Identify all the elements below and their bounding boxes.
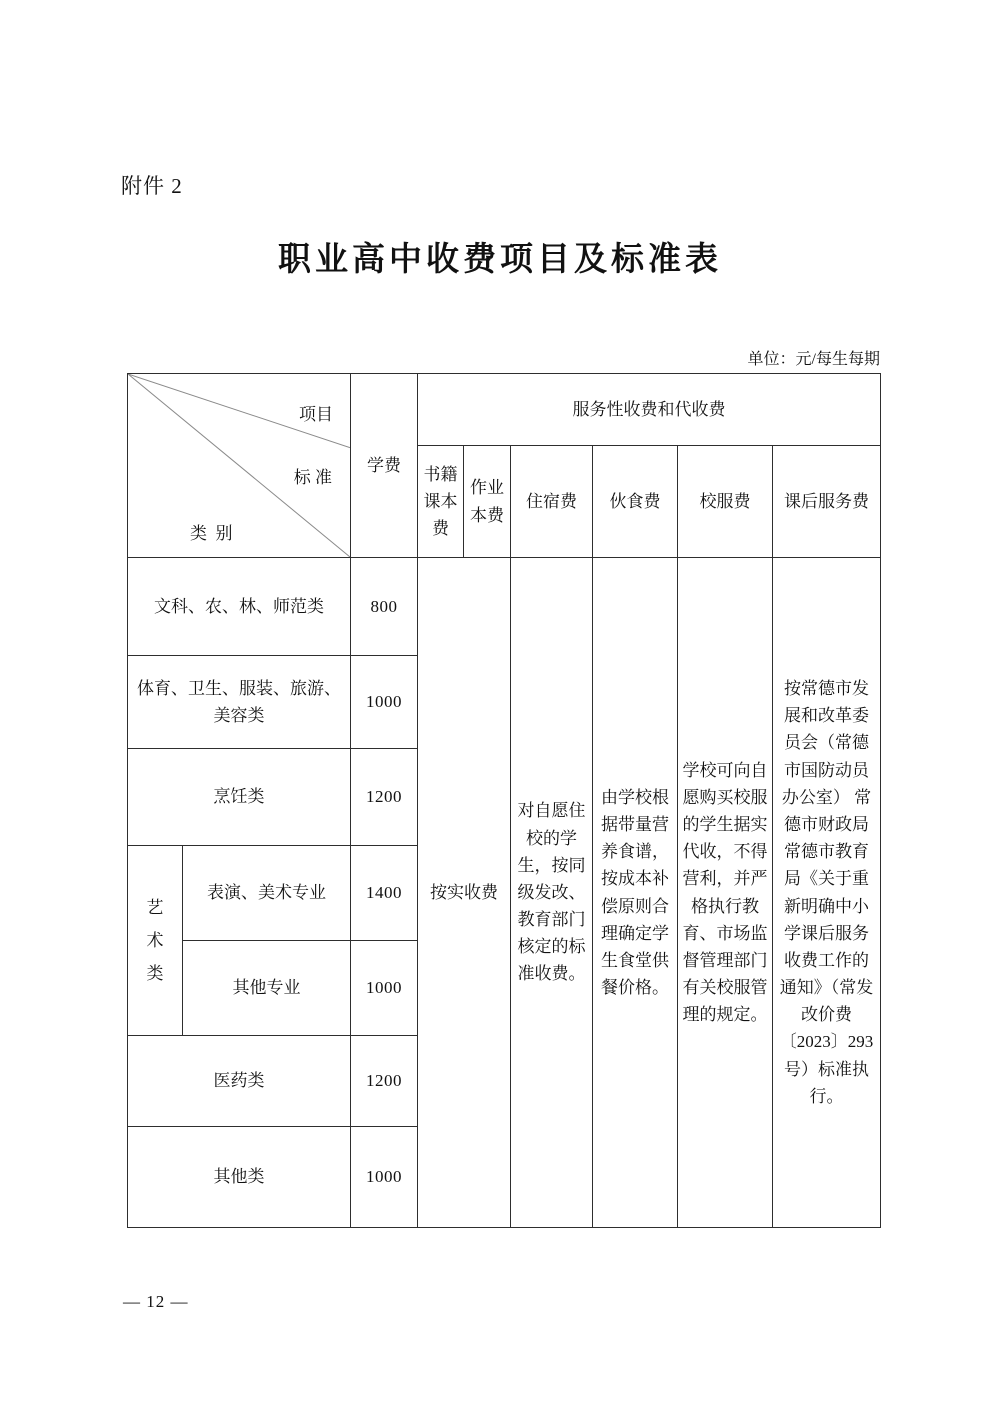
table-row (128, 558, 881, 656)
column-header-meal-fee: 伙食费 (593, 446, 678, 558)
books-workbooks-note: 按实收费 (418, 558, 511, 1228)
column-header-textbook-fee: 书籍课本费 (418, 446, 464, 558)
page-title: 职业高中收费项目及标准表 (278, 242, 722, 278)
column-header-after-school-fee: 课后服务费 (773, 446, 881, 558)
page-number: — 12 — (123, 1292, 189, 1311)
column-header-uniform-fee: 校服费 (678, 446, 773, 558)
unit-note: 单位：元/每生每期 (747, 351, 880, 368)
category-cell: 表演、美术专业 (183, 846, 351, 941)
tuition-column-header: 学费 (351, 374, 418, 558)
tuition-value: 1400 (351, 846, 418, 941)
service-fees-header: 服务性收费和代收费 (418, 374, 881, 446)
tuition-value: 1200 (351, 749, 418, 846)
diagonal-label-category: 类 别 (190, 524, 233, 543)
meals-note: 由学校根据带量营养食谱，按成本补偿原则合理确定学生食堂供餐价格。 (593, 558, 678, 1228)
tuition-value: 1000 (351, 941, 418, 1036)
category-group-cell (128, 846, 183, 1036)
diagonal-label-item: 项目 (299, 405, 333, 424)
tuition-value: 1000 (351, 656, 418, 749)
after-school-note: 按常德市发展和改革委员会（常德市国防动员办公室） 常德市财政局常德市教育局《关于重新明确中小学课后服务收费工作的通知》（常发改价费〔2023〕293号）标准执行。 (773, 558, 881, 1228)
fee-table (127, 373, 881, 1228)
category-cell: 其他类 (128, 1127, 351, 1228)
header-row-top (128, 374, 881, 446)
category-group-label: 艺术类 (146, 897, 164, 984)
column-header-workbook-fee: 作业本费 (464, 446, 511, 558)
diagonal-label-standard: 标 准 (293, 468, 332, 487)
tuition-value: 1200 (351, 1036, 418, 1127)
category-cell: 烹饪类 (128, 749, 351, 846)
category-cell: 体育、卫生、服装、旅游、美容类 (128, 656, 351, 749)
tuition-value: 800 (351, 558, 418, 656)
category-cell: 医药类 (128, 1036, 351, 1127)
column-header-accommodation-fee: 住宿费 (511, 446, 593, 558)
diagonal-header-cell (128, 374, 351, 558)
category-cell: 其他专业 (183, 941, 351, 1036)
category-cell: 文科、农、林、师范类 (128, 558, 351, 656)
tuition-value: 1000 (351, 1127, 418, 1228)
accommodation-note: 对自愿住校的学生，按同级发改、教育部门核定的标准收费。 (511, 558, 593, 1228)
attachment-label: 附件 2 (121, 174, 183, 198)
uniform-note: 学校可向自愿购买校服的学生据实代收，不得营利，并严格执行教育、市场监督管理部门有关校服管理的规定。 (678, 558, 773, 1228)
